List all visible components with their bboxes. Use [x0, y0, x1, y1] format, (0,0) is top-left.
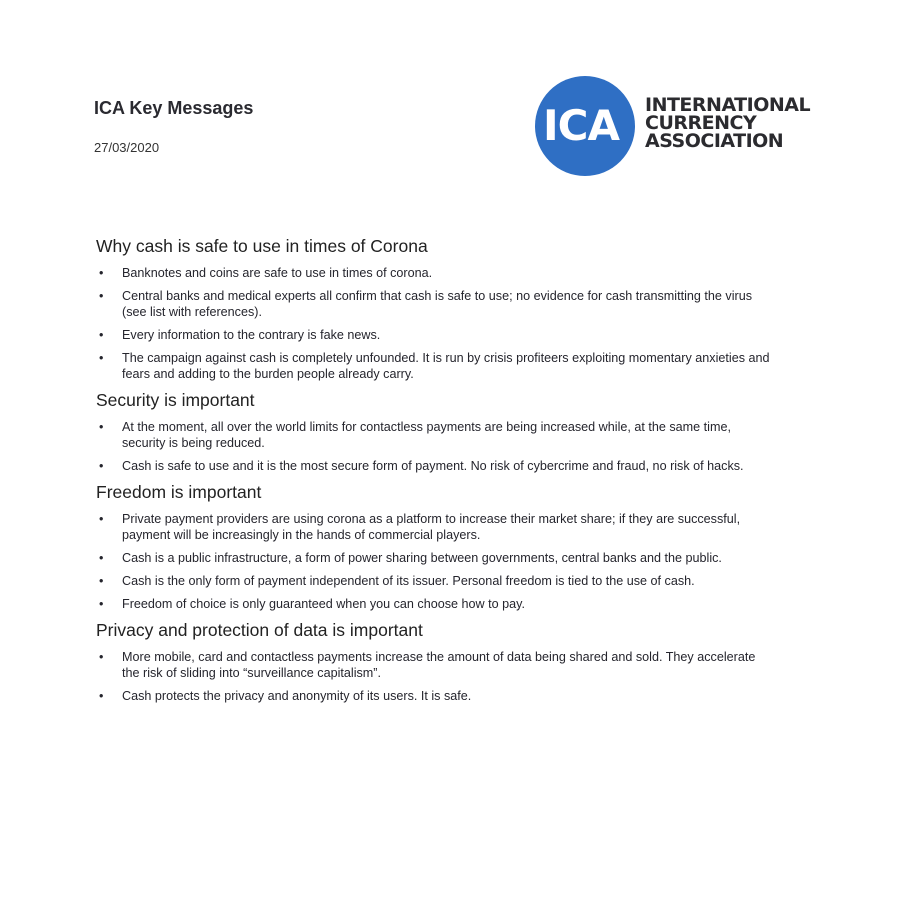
bullet-list	[96, 419, 776, 474]
logo-circle	[535, 76, 635, 176]
bullet-icon: •	[99, 597, 104, 611]
bullet-icon: •	[99, 351, 104, 365]
bullet-icon: •	[99, 574, 104, 588]
bullet-icon: •	[99, 650, 104, 664]
bullet-list	[96, 649, 776, 704]
logo-mark: ICA	[543, 101, 619, 150]
bullet-icon: •	[99, 551, 104, 565]
bullet-icon: •	[99, 289, 104, 303]
list-item: • Banknotes and coins are safe to use in times of corona.	[99, 266, 433, 280]
list-item: • Freedom of choice is only guaranteed when you can choose how to pay.	[99, 597, 526, 611]
logo-line-1: INTERNATIONAL	[645, 94, 811, 116]
ica-logo	[535, 76, 835, 176]
bullet-icon: •	[99, 420, 104, 434]
bullet-list	[96, 265, 776, 382]
list-item: • More mobile, card and contactless payments increase the amount of data being shared and sold. They accelerate the risk of sliding into “surveillance capitalism”.	[99, 650, 756, 680]
section-heading: Freedom is important	[96, 482, 262, 502]
bullet-list	[96, 511, 776, 612]
logo-wordmark	[645, 96, 810, 150]
section-heading: Privacy and protection of data is important	[96, 620, 423, 640]
list-item: • Cash is a public infrastructure, a form of power sharing between governments, central banks and the public.	[99, 551, 722, 565]
bullet-icon: •	[99, 459, 104, 473]
section-heading: Security is important	[96, 390, 255, 410]
bullet-icon: •	[99, 328, 104, 342]
bullet-icon: •	[99, 266, 104, 280]
section-freedom	[96, 482, 776, 612]
section-security	[96, 390, 776, 474]
list-item: • Cash is safe to use and it is the most secure form of payment. No risk of cybercrime and fraud, no risk of hacks.	[99, 459, 744, 473]
list-item: • Private payment providers are using corona as a platform to increase their market share; if they are successful, payment will be increasingly in the hands of commercial players.	[99, 512, 741, 542]
list-item: • Every information to the contrary is fake news.	[99, 328, 381, 342]
document-date: 27/03/2020	[94, 140, 160, 155]
section-heading: Why cash is safe to use in times of Corona	[96, 236, 428, 256]
logo-line-2: CURRENCY	[645, 112, 757, 134]
list-item: • Cash protects the privacy and anonymity of its users. It is safe.	[99, 689, 472, 703]
bullet-icon: •	[99, 512, 104, 526]
list-item: • Central banks and medical experts all confirm that cash is safe to use; no evidence for cash transmitting the virus (see list with references).	[99, 289, 752, 319]
document-body	[96, 236, 776, 712]
logo-line-3: ASSOCIATION	[645, 130, 784, 152]
bullet-icon: •	[99, 689, 104, 703]
list-item: • At the moment, all over the world limits for contactless payments are being increased while, at the same time, security is being reduced.	[99, 420, 731, 450]
list-item: • The campaign against cash is completely unfounded. It is run by crisis profiteers exploiting momentary anxieties and fears and adding to the burden people already carry.	[99, 351, 770, 381]
section-privacy	[96, 620, 776, 704]
list-item: • Cash is the only form of payment independent of its issuer. Personal freedom is tied to the use of cash.	[99, 574, 695, 588]
section-why-cash-safe	[96, 236, 776, 382]
document-title: ICA Key Messages	[94, 98, 254, 118]
